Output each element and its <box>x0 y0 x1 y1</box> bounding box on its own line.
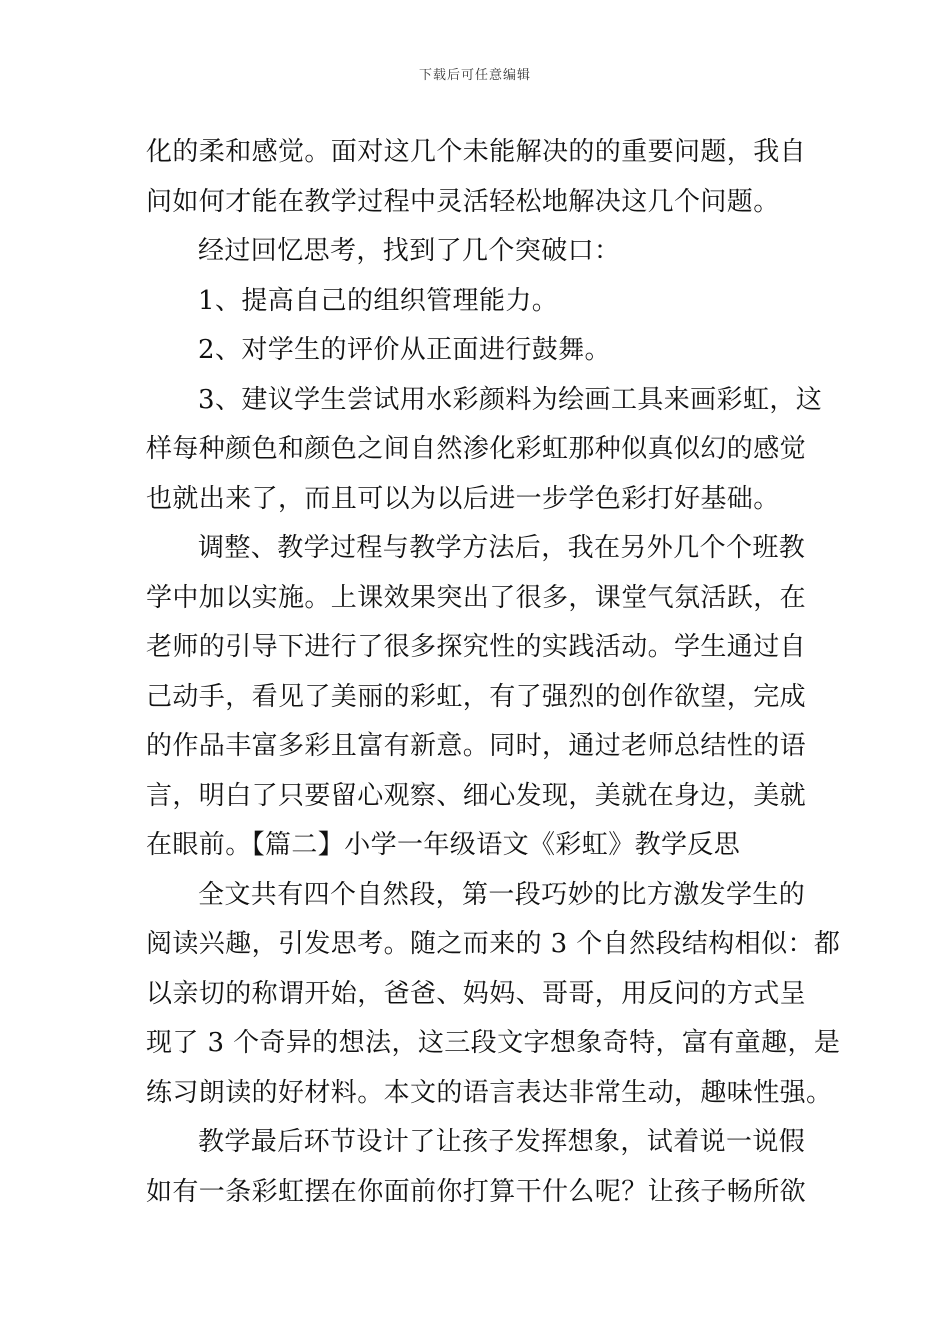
text-line: 化的柔和感觉。面对这几个未能解决的的重要问题，我自 <box>146 137 807 167</box>
text-line: 老师的引导下进行了很多探究性的实践活动。学生通过自 <box>146 632 807 662</box>
text-line: 阅读兴趣，引发思考。随之而来的 3 个自然段结构相似：都 <box>146 929 841 959</box>
text-line: 现了 3 个奇异的想法，这三段文字想象奇特，富有童趣，是 <box>146 1028 841 1058</box>
list-item-3: 3、建议学生尝试用水彩颜料为绘画工具来画彩虹，这 <box>198 384 823 415</box>
text-line: 经过回忆思考，找到了几个突破口： <box>198 236 621 266</box>
text-line: 样每种颜色和颜色之间自然渗化彩虹那种似真似幻的感觉 <box>146 434 807 464</box>
section-heading-line: 在眼前。【篇二】小学一年级语文《彩虹》教学反思 <box>146 830 741 860</box>
text-line: 练习朗读的好材料。本文的语言表达非常生动，趣味性强。 <box>146 1077 833 1108</box>
text-line: 的作品丰富多彩且富有新意。同时，通过老师总结性的语 <box>146 731 807 761</box>
text-line: 教学最后环节设计了让孩子发挥想象，试着说一说假 <box>198 1127 806 1157</box>
text-line: 以亲切的称谓开始，爸爸、妈妈、哥哥，用反问的方式呈 <box>146 978 807 1009</box>
text-line: 也就出来了，而且可以为以后进一步学色彩打好基础。 <box>146 483 780 514</box>
text-line: 全文共有四个自然段，第一段巧妙的比方激发学生的 <box>198 879 806 910</box>
text-line: 调整、教学过程与教学方法后，我在另外几个个班教 <box>198 533 806 563</box>
text-line: 言，明白了只要留心观察、细心发现，美就在身边，美就 <box>146 780 807 811</box>
document-body <box>146 128 841 1217</box>
list-item-1: 1、提高自己的组织管理能力。 <box>198 285 559 316</box>
page-header: 下载后可任意编辑 <box>418 68 531 83</box>
text-line: 己动手，看见了美丽的彩虹，有了强烈的创作欲望，完成 <box>146 681 807 712</box>
text-line: 问如何才能在教学过程中灵活轻松地解决这几个问题。 <box>146 186 780 217</box>
list-item-2: 2、对学生的评价从正面进行鼓舞。 <box>198 335 611 365</box>
text-line: 如有一条彩虹摆在你面前你打算干什么呢？让孩子畅所欲 <box>146 1176 807 1207</box>
text-line: 学中加以实施。上课效果突出了很多，课堂气氛活跃，在 <box>146 582 807 613</box>
